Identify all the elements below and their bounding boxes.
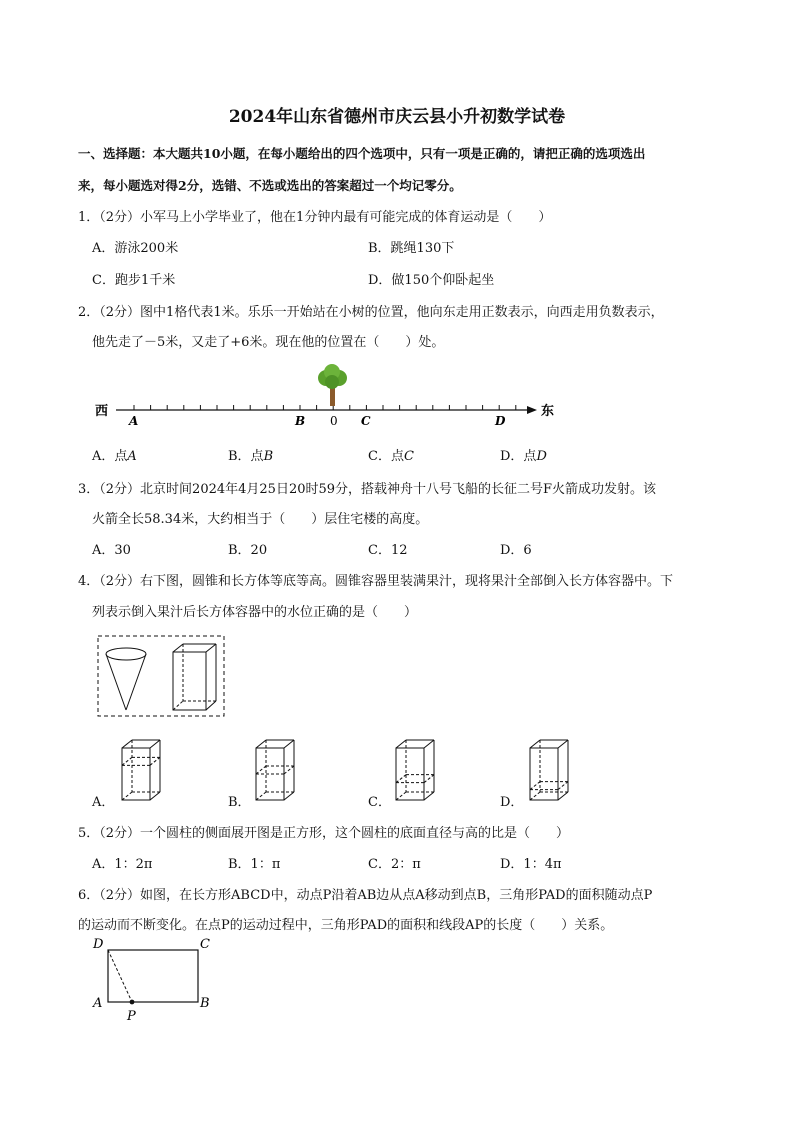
segment-pd — [108, 950, 132, 1002]
q5-option-b[interactable]: B．1：π — [228, 857, 281, 872]
tree-icon — [318, 364, 347, 406]
section-heading-line2: 来，每小题选对得2分，选错、不选或选出的答案超过一个均记零分。 — [78, 178, 462, 193]
q1-option-c[interactable]: C．跑步1千米 — [92, 273, 176, 288]
point-a-label: A — [129, 414, 139, 428]
question-3-line2: 火箭全长58.34米，大约相当于（ ）层住宅楼的高度。 — [92, 512, 429, 527]
question-3-line1: 3．（2分）北京时间2024年4月25日20时59分，搭载神舟十八号飞船的长征二号F火箭成功发射。该 — [78, 482, 657, 497]
q1-option-d[interactable]: D．做150个仰卧起坐 — [368, 273, 495, 288]
zero-label: 0 — [330, 414, 338, 428]
label-d: D — [93, 937, 104, 952]
section-heading-line1: 一、选择题：本大题共10小题，在每小题给出的四个选项中，只有一项是正确的，请把正确的选项选出 — [78, 146, 646, 161]
q4-option-a-label[interactable]: A． — [92, 795, 115, 810]
question-6-line2: 的运动而不断变化。在点P的运动过程中，三角形PAD的面积和线段AP的长度（ ）关系。 — [78, 918, 614, 933]
q3-option-a[interactable]: A．30 — [92, 543, 131, 558]
point-b-label: B — [295, 414, 306, 428]
question-2-line1: 2．（2分）图中1格代表1米。乐乐一开始站在小树的位置，他向东走用正数表示，向西走用负数表示， — [78, 305, 664, 320]
page-title: 2024年山东省德州市庆云县小升初数学试卷 — [228, 107, 566, 127]
question-1-text: 1．（2分）小军马上小学毕业了，他在1分钟内最有可能完成的体育运动是（ ） — [78, 210, 552, 225]
q4-option-a-figure[interactable] — [118, 734, 164, 804]
q2-option-d[interactable]: D．点D — [500, 449, 547, 464]
label-b: B — [200, 996, 210, 1011]
q5-option-a[interactable]: A．1：2π — [92, 857, 153, 872]
q3-option-c[interactable]: C．12 — [368, 543, 408, 558]
point-p-dot — [130, 1000, 135, 1005]
q4-option-b-figure[interactable] — [252, 734, 298, 804]
label-c: C — [200, 937, 210, 952]
rectangle-abcd-figure — [88, 934, 220, 1024]
q1-option-a[interactable]: A．游泳200米 — [92, 241, 179, 256]
label-a: A — [93, 996, 103, 1011]
point-d-label: D — [495, 414, 506, 428]
point-c-label: C — [361, 414, 371, 428]
q5-option-d[interactable]: D．1：4π — [500, 857, 562, 872]
q2-option-b[interactable]: B．点B — [228, 449, 274, 464]
west-label: 西 — [95, 404, 109, 419]
number-line-figure — [90, 364, 560, 436]
q1-option-b[interactable]: B．跳绳130下 — [368, 241, 455, 256]
q4-option-b-label[interactable]: B． — [228, 795, 251, 810]
arrow-east-icon — [527, 406, 537, 414]
question-5-text: 5．（2分）一个圆柱的侧面展开图是正方形，这个圆柱的底面直径与高的比是（ ） — [78, 826, 570, 841]
q4-option-c-label[interactable]: C． — [368, 795, 391, 810]
question-6-line1: 6．（2分）如图，在长方形ABCD中，动点P沿着AB边从点A移动到点B，三角形PAD的面积随动点P — [78, 888, 653, 903]
cone-cuboid-figure — [96, 634, 228, 720]
label-p: P — [127, 1009, 136, 1024]
cuboid-icon — [173, 644, 216, 710]
q4-option-d-label[interactable]: D． — [500, 795, 524, 810]
dashed-frame — [98, 636, 224, 716]
q2-option-a[interactable]: A．点A — [92, 449, 137, 464]
q3-option-d[interactable]: D．6 — [500, 543, 532, 558]
question-4-line2: 列表示倒入果汁后长方体容器中的水位正确的是（ ） — [92, 605, 418, 620]
q4-option-d-figure[interactable] — [526, 734, 572, 804]
rectangle-abcd — [108, 950, 198, 1002]
question-2-line2: 他先走了－5米，又走了+6米。现在他的位置在（ ）处。 — [92, 335, 445, 350]
question-4-line1: 4．（2分）右下图，圆锥和长方体等底等高。圆锥容器里装满果汁，现将果汁全部倒入长方体容器中。下 — [78, 574, 674, 589]
q2-option-c[interactable]: C．点C — [368, 449, 414, 464]
q5-option-c[interactable]: C．2：π — [368, 857, 421, 872]
number-line-ticks — [134, 405, 516, 410]
q3-option-b[interactable]: B．20 — [228, 543, 268, 558]
q4-option-c-figure[interactable] — [392, 734, 438, 804]
cone-icon — [106, 648, 146, 710]
east-label: 东 — [541, 404, 555, 419]
